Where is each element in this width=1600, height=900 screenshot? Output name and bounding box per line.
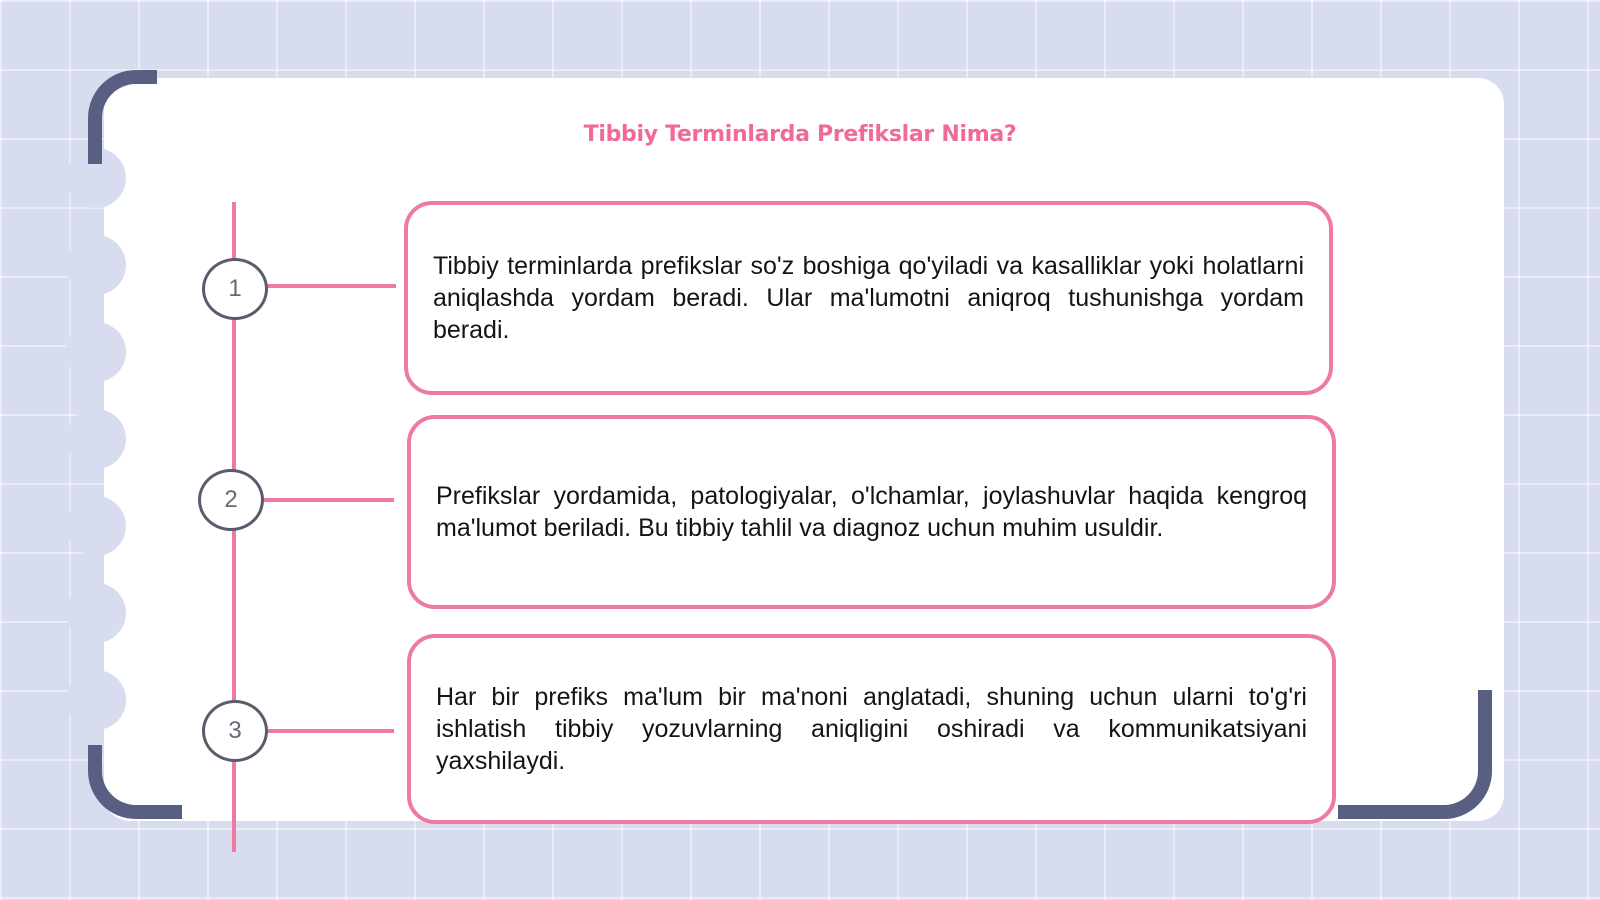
card-edge-scallop: [66, 670, 126, 730]
timeline-connector: [262, 729, 394, 733]
card-edge-scallop: [66, 409, 126, 469]
timeline-connector: [262, 284, 396, 288]
step-text-box: [407, 415, 1336, 609]
step-description: Prefikslar yordamida, patologiyalar, o'lchamlar, joylashuvlar haqida kengroq ma'lumot beriladi. Bu tibbiy tahlil va diagnoz uchun muhim usuldir.: [436, 482, 1307, 542]
step-number-badge: 3: [202, 700, 268, 762]
step-description: Har bir prefiks ma'lum bir ma'noni anglatadi, shuning uchun ularni to'g'ri ishlatish tibbiy yozuvlarning aniqligini oshiradi va kommunikatsiyani yaxshilaydi.: [436, 683, 1307, 775]
corner-bracket-bottom-left: [88, 745, 182, 819]
step-text-box: [407, 634, 1336, 824]
card-edge-scallop: [66, 235, 126, 295]
card-edge-scallop: [66, 496, 126, 556]
timeline-connector: [262, 498, 394, 502]
slide-title: Tibbiy Terminlarda Prefikslar Nima?: [583, 122, 1017, 147]
corner-bracket-top-left: [88, 70, 157, 164]
corner-bracket-bottom-right: [1338, 690, 1492, 819]
step-description: Tibbiy terminlarda prefikslar so'z boshiga qo'yiladi va kasalliklar yoki holatlarni aniqlashda yordam beradi. Ular ma'lumotni aniqroq tushunishga yordam beradi.: [433, 252, 1304, 344]
step-text-box: [404, 201, 1333, 395]
step-number-badge: 1: [202, 258, 268, 320]
step-number-badge: 2: [198, 469, 264, 531]
card-edge-scallop: [66, 322, 126, 382]
card-edge-scallop: [66, 583, 126, 643]
